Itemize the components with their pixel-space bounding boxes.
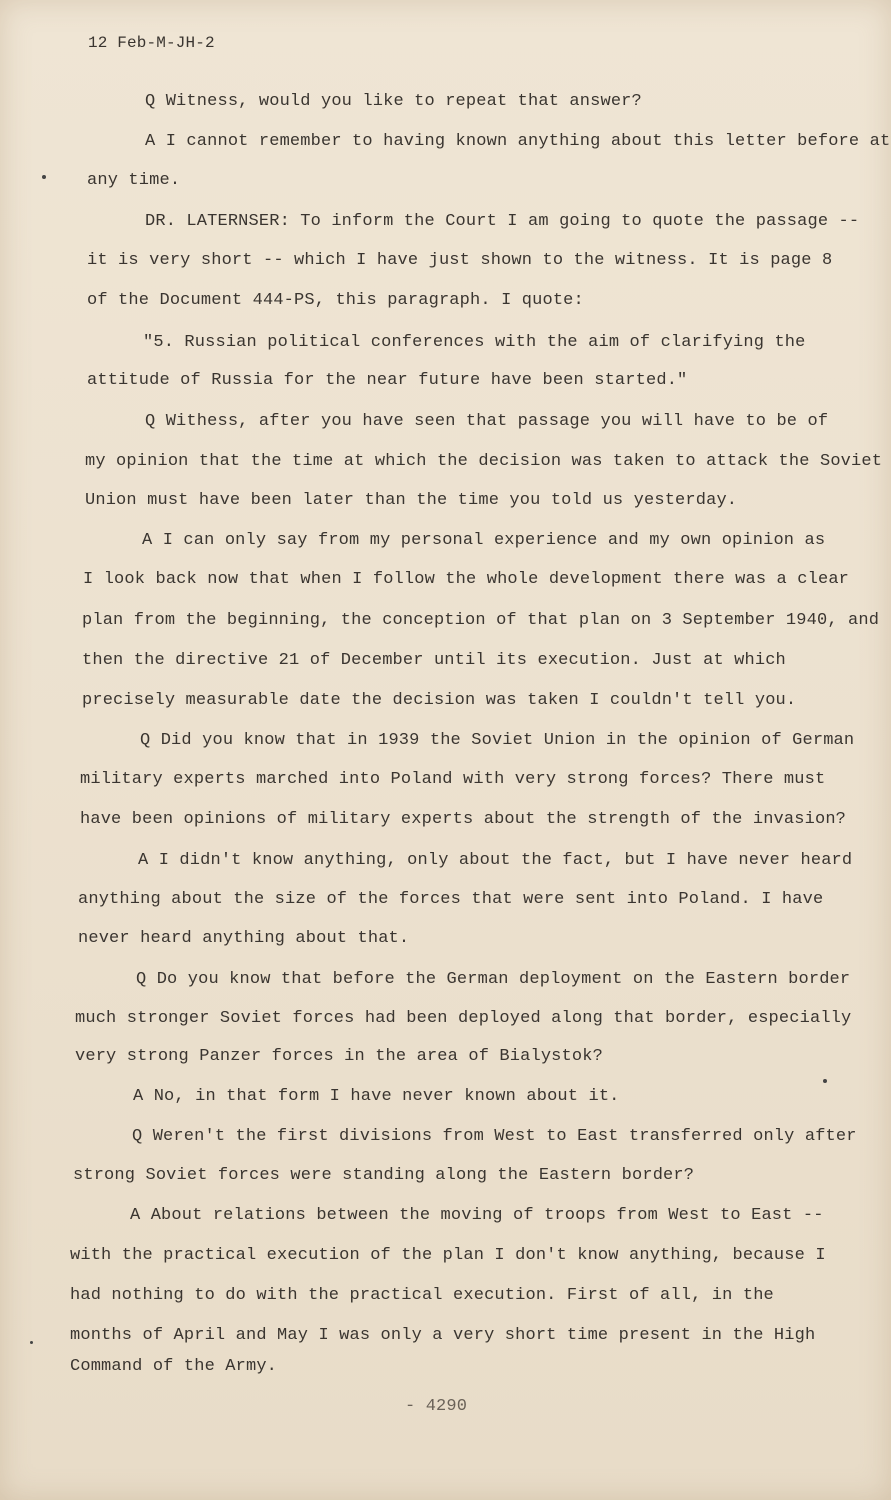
text-line: Command of the Army.: [70, 1357, 278, 1376]
punch-mark: [42, 175, 46, 179]
punch-mark: [823, 1079, 827, 1083]
text-line: Union must have been later than the time you told us yesterday.: [85, 491, 738, 510]
page-header: 12 Feb-M-JH-2: [88, 34, 215, 52]
text-line: very strong Panzer forces in the area of Bialystok?: [75, 1047, 603, 1066]
text-line: Q Witness, would you like to repeat that answer?: [145, 92, 642, 111]
text-line: military experts marched into Poland with very strong forces? There must: [80, 770, 826, 789]
text-line: A No, in that form I have never known about it.: [133, 1087, 620, 1106]
text-line: Q Did you know that in 1939 the Soviet Union in the opinion of German: [140, 731, 855, 750]
text-line: it is very short -- which I have just shown to the witness. It is page 8: [87, 251, 833, 270]
text-line: anything about the size of the forces that were sent into Poland. I have: [78, 890, 824, 909]
text-line: of the Document 444-PS, this paragraph. I quote:: [87, 291, 584, 310]
text-line: months of April and May I was only a very short time present in the High: [70, 1326, 816, 1345]
text-line: have been opinions of military experts about the strength of the invasion?: [80, 810, 847, 829]
quoted-text-line: "5. Russian political conferences with the aim of clarifying the: [143, 333, 806, 352]
text-line: A About relations between the moving of troops from West to East --: [130, 1206, 824, 1225]
quoted-text-line: attitude of Russia for the near future have been started.": [87, 371, 688, 390]
text-line: any time.: [87, 171, 181, 190]
text-line: I look back now that when I follow the whole development there was a clear: [83, 570, 850, 589]
page-number: - 4290: [405, 1397, 468, 1416]
text-line: A I didn't know anything, only about the fact, but I have never heard: [138, 851, 853, 870]
text-line: precisely measurable date the decision was taken I couldn't tell you.: [82, 691, 797, 710]
text-line: had nothing to do with the practical execution. First of all, in the: [70, 1286, 774, 1305]
text-line: A I cannot remember to having known anything about this letter before at: [145, 132, 891, 151]
text-line: never heard anything about that.: [78, 929, 410, 948]
text-line: strong Soviet forces were standing along the Eastern border?: [73, 1166, 695, 1185]
text-line: much stronger Soviet forces had been deployed along that border, especially: [75, 1009, 852, 1028]
text-line: then the directive 21 of December until its execution. Just at which: [82, 651, 786, 670]
text-line: Q Withess, after you have seen that passage you will have to be of: [145, 412, 829, 431]
text-line: my opinion that the time at which the decision was taken to attack the Soviet: [85, 452, 883, 471]
text-line: with the practical execution of the plan I don't know anything, because I: [70, 1246, 826, 1265]
text-line: plan from the beginning, the conception of that plan on 3 September 1940, and: [82, 611, 880, 630]
text-line: DR. LATERNSER: To inform the Court I am going to quote the passage --: [145, 212, 860, 231]
text-line: Q Do you know that before the German deployment on the Eastern border: [136, 970, 851, 989]
text-line: Q Weren't the first divisions from West to East transferred only after: [132, 1127, 857, 1146]
text-line: A I can only say from my personal experience and my own opinion as: [142, 531, 826, 550]
punch-mark: [30, 1341, 33, 1344]
